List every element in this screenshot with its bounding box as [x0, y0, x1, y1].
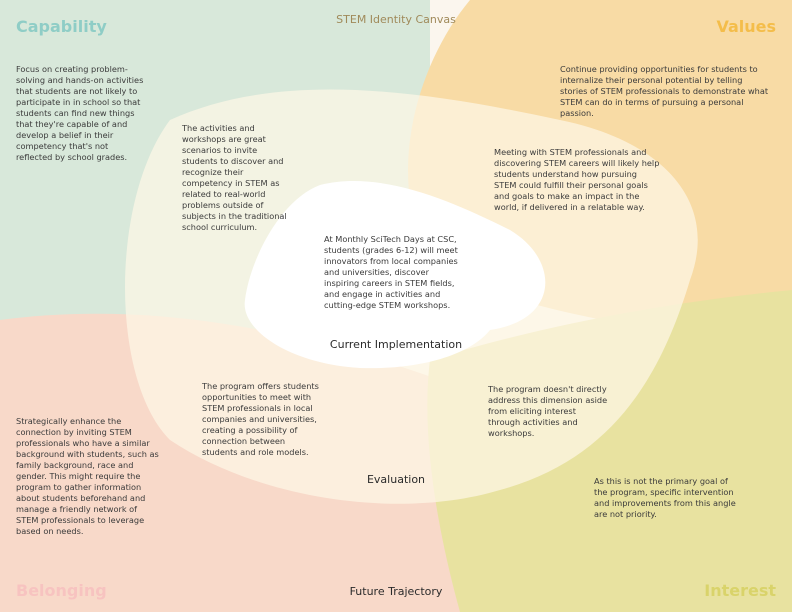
evaluation-belonging-text: The program offers students opportunities to meet with STEM professionals in local companies and universities, creating a possibility of connection between students and role models. — [202, 381, 319, 457]
evaluation-values-text: Meeting with STEM professionals and discovering STEM careers will likely help students understand how pursuing STEM could fulfill their personal goals and goals to make an impact in the world, if delivered in a relatable way. — [494, 147, 660, 212]
evaluation-capability-text: The activities and workshops are great scenarios to invite students to discover and recognize their competency in STEM as related to real-world problems outside of subjects in the traditional school curriculum. — [182, 123, 287, 232]
future-capability-text: Focus on creating problem-solving and hands-on activities that students are not likely to participate in in school so that students can find new things that they're capable of and develop a belief in their competency that's not reflected by school grades. — [16, 64, 144, 162]
current-implementation-label: Current Implementation — [329, 338, 463, 351]
future-values-text: Continue providing opportunities for students to internalize their personal potential by telling stories of STEM professionals to demonstrate what STEM can do in terms of pursuing a personal passion. — [560, 64, 769, 118]
capability-heading: Capability — [16, 17, 107, 36]
values-heading: Values — [716, 17, 776, 36]
future-interest-text: As this is not the primary goal of the program, specific intervention and improvements from this angle are not priority. — [594, 476, 736, 519]
future-trajectory-label: Future Trajectory — [349, 585, 443, 598]
current-implementation-text: At Monthly SciTech Days at CSC, students (grades 6-12) will meet innovators from local companies and universities, discover inspiring careers in STEM fields, and engage in activities and cutting-edge STEM workshops. — [324, 234, 458, 310]
evaluation-interest-text: The program doesn't directly address this dimension aside from eliciting interest through activities and workshops. — [488, 384, 608, 438]
canvas-title: STEM Identity Canvas — [336, 13, 456, 26]
belonging-heading: Belonging — [16, 581, 107, 600]
future-belonging-text: Strategically enhance the connection by inviting STEM professionals who have a similar background with students, such as family background, race and gender. This might require the program to gather information about students beforehand and manage a friendly network of STEM professionals to leverage based on needs. — [16, 416, 159, 536]
evaluation-label: Evaluation — [366, 473, 426, 486]
interest-heading: Interest — [704, 581, 776, 600]
